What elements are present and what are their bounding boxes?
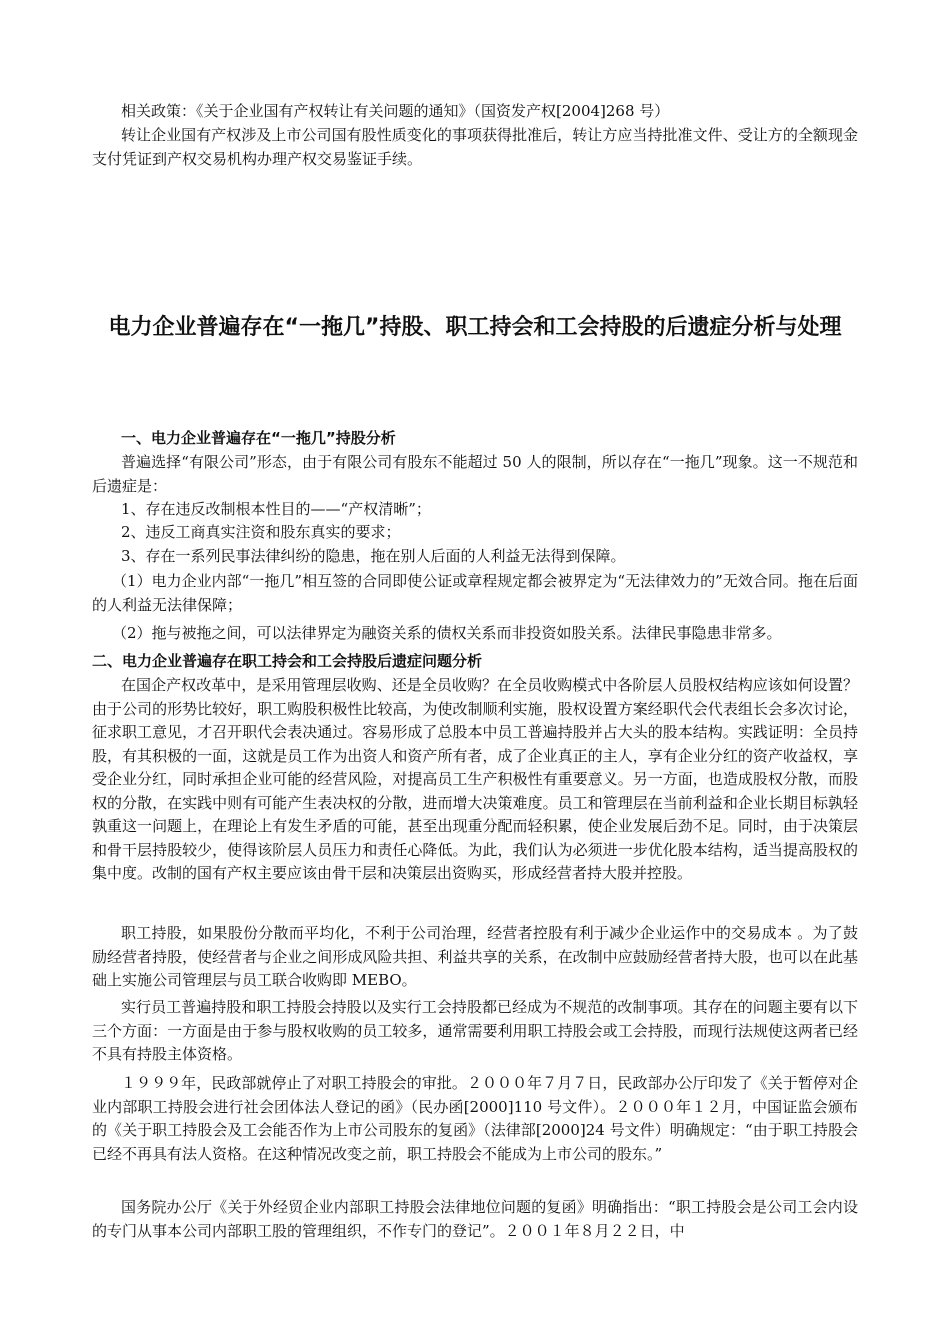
section-1-heading: 一、电力企业普遍存在“一拖几”持股分析 (121, 429, 396, 447)
document-title: 电力企业普遍存在“一拖几”持股、职工持会和工会持股的后遗症分析与处理 (108, 315, 842, 340)
intro-paragraph: 转让企业国有产权涉及上市公司国有股性质变化的事项获得批准后，转让方应当持批准文件、受让方的全额现金支付凭证到产权交易机构办理产权交易鉴证手续。 (92, 126, 858, 168)
section-2-paragraph-4: １９９９年，民政部就停止了对职工持股会的审批。２０００年７月７日，民政部办公厅印发了《关于暂停对企业内部职工持股会进行社会团体法人登记的函》（民办函[2000]110 号文件）。２０００年１２月，中国证监会颁布的《关于职工持股会及工会能否作为上市公司股东的复函》（法律部[2000]24 号文件）明确规定：“由于职工持股会已经不再具有法人资格。在这种情况改变之前，职工持股会不能成为上市公司的股东。” (92, 1074, 858, 1163)
related-policy-line: 相关政策：《关于企业国有产权转让有关问题的通知》（国资发产权[2004]268 号） (121, 102, 670, 120)
section-2-paragraph-3: 实行员工普遍持股和职工持股会持股以及实行工会持股都已经成为不规范的改制事项。其存在的问题主要有以下三个方面：一方面是由于参与股权收购的员工较多，通常需要利用职工持股会或工会持股，而现行法规使这两者已经不具有持股主体资格。 (92, 998, 858, 1063)
section-1-paragraph: 普遍选择“有限公司”形态，由于有限公司有股东不能超过 50 人的限制，所以存在“一拖几”现象。这一不规范和后遗症是： (92, 453, 858, 495)
list-item-2: 2、违反工商真实注资和股东真实的要求； (121, 523, 401, 541)
section-2-paragraph-1: 在国企产权改革中，是采用管理层收购、还是全员收购？在全员收购模式中各阶层人员股权结构应该如何设置？由于公司的形势比较好，职工购股积极性比较高，为使改制顺利实施，股权设置方案经职代会代表组长会多次讨论，征求职工意见，才召开职代会表决通过。容易形成了总股本中员工普遍持股并占大头的股本结构。实践证明：全员持股，有其积极的一面，这就是员工作为出资人和资产所有者，成了企业真正的主人，享有企业分红的资产收益权，享受企业分红，同时承担企业可能的经营风险，对提高员工生产积极性有重要意义。另一方面，也造成股权分散，而股权的分散，在实践中则有可能产生表决权的分散，进而增大决策难度。员工和管理层在当前利益和企业长期目标孰轻孰重这一问题上，在理论上有发生矛盾的可能，甚至出现重分配而轻积累，使企业发展后劲不足。同时，由于决策层和骨干层持股较少，使得该阶层人员压力和责任心降低。为此，我们认为必须进一步优化股本结构，适当提高股权的集中度。改制的国有产权主要应该由骨干层和决策层出资购买，形成经营者持大股并控股。 (92, 676, 858, 882)
list-item-1: 1、存在违反改制根本性目的——“产权清晰”； (121, 500, 431, 518)
section-2-paragraph-5: 国务院办公厅《关于外经贸企业内部职工持股会法律地位问题的复函》明确指出：“职工持股会是公司工会内设的专门从事本公司内部职工股的管理组织，不作专门的登记”。２００１年８月２２日，中 (92, 1198, 858, 1240)
list-item-3: 3、存在一系列民事法律纠纷的隐患，拖在别人后面的人利益无法得到保障。 (121, 547, 626, 565)
section-2-heading: 二、电力企业普遍存在职工持会和工会持股后遗症问题分析 (92, 652, 483, 670)
section-2-paragraph-2: 职工持股，如果股份分散而平均化，不利于公司治理，经营者控股有利于减少企业运作中的交易成本 。为了鼓励经营者持股，使经营者与企业之间形成风险共担、利益共享的关系，在改制中应鼓励经营者持大股，也可以在此基础上实施公司管理层与员工联合收购即 MEBO。 (92, 924, 858, 989)
sub-item-2: （2）拖与被拖之间，可以法律界定为融资关系的债权关系而非投资如股关系。法律民事隐患非常多。 (112, 624, 782, 642)
sub-item-1: （1）电力企业内部“一拖几”相互签的合同即使公证或章程规定都会被界定为“无法律效力的”无效合同。拖在后面的人利益无法律保障； (92, 572, 858, 614)
